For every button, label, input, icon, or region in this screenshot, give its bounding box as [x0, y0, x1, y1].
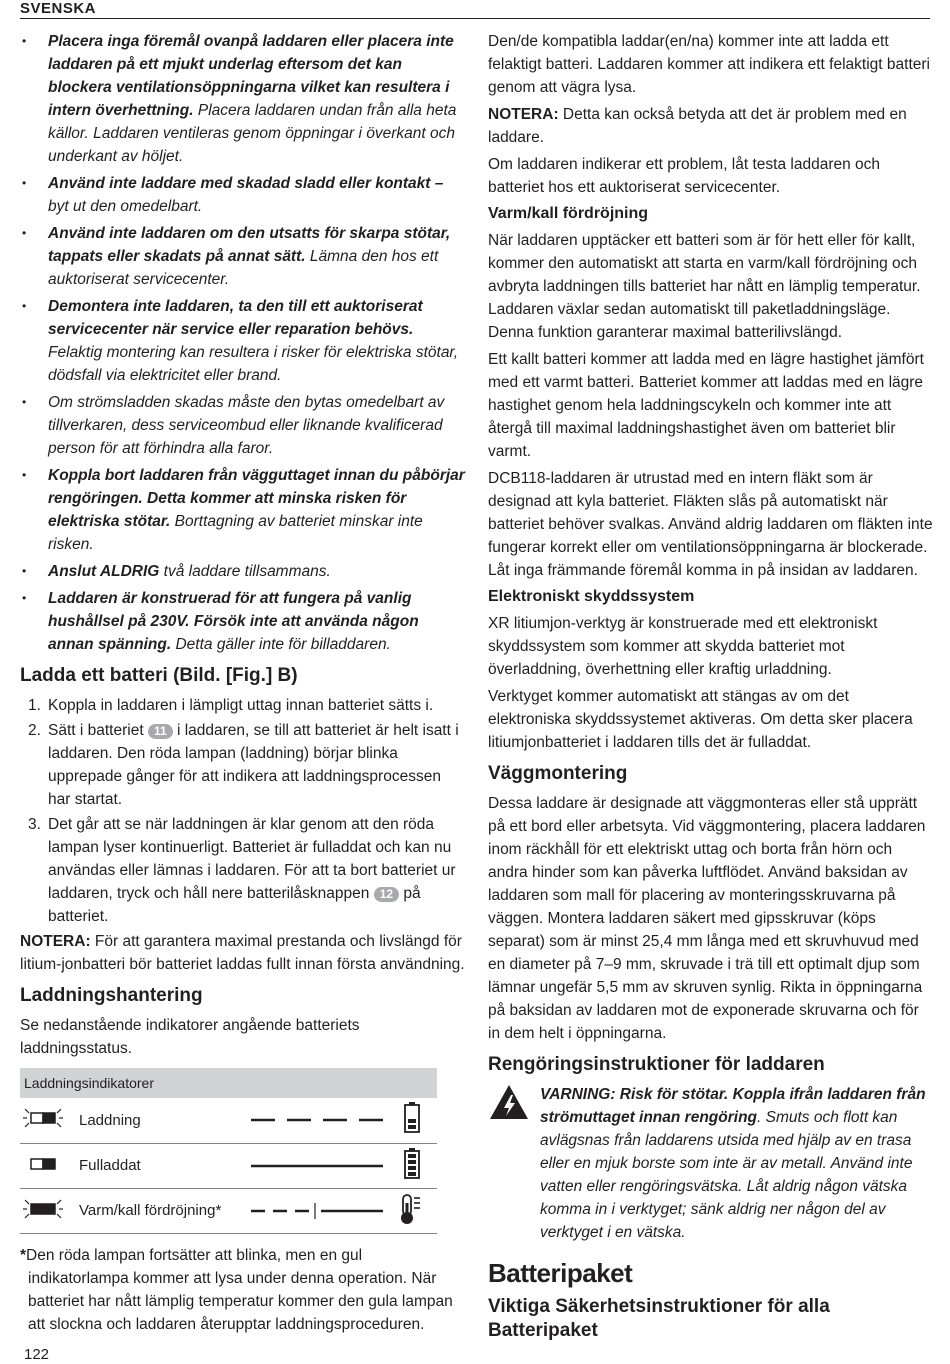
delay-heading: Varm/kall fördröjning	[488, 205, 649, 222]
left-column	[20, 30, 465, 1340]
list-item: 1. Koppla in laddaren i lämpligt uttag innan batteriet sätts i.	[28, 697, 434, 714]
table-row	[20, 1143, 437, 1188]
callout-badge: 12	[374, 887, 399, 902]
charge-steps	[20, 694, 465, 928]
paragraph: När laddaren upptäcker ett batteri som är för hett eller för kallt, kommer den automatiskt att starta en varm/kall fördröjning och avbryta laddningen tills batteriet har nått en lämplig temperatur. Laddaren växlar sedan automatiskt till paketladdningsläge. Denna funktion garanterar maximal batterilivslängd.	[488, 232, 921, 341]
battery-safety-heading: Viktiga Säkerhetsinstruktioner för alla Batteripaket	[488, 1296, 830, 1341]
callout-badge: 11	[148, 724, 173, 739]
page-number: 122	[24, 1346, 50, 1363]
paragraph: XR litiumjon-verktyg är konstruerade med ett elektroniskt skyddssystem som kommer att skydda batteriet mot överladdning, överhettning eller kraftig urladdning.	[488, 615, 878, 678]
list-item: • Använd inte laddare med skadad sladd eller kontakt – byt ut den omedelbart.	[20, 172, 465, 218]
paragraph: DCB118-laddaren är utrustad med en intern fläkt som är designad att kyla batteriet. Fläkten slås på automatiskt när batteriet behöver svalkas. Använd aldrig laddaren om fläkten inte fungerar korrekt eller om ventilationsöppningarna är blockerade. Låt inga främmande föremål komma in på insidan av laddaren.	[488, 470, 933, 579]
battery-pack-heading: Batteripaket	[488, 1258, 633, 1288]
indicator-label: Laddning	[79, 1111, 141, 1129]
led-both-blinking-icon	[20, 1188, 78, 1233]
note-paragraph: NOTERA: För att garantera maximal prestanda och livslängd för litium-jonbatteri bör batteriet laddas fullt innan första användning.	[20, 933, 465, 973]
list-item: • Använd inte laddaren om den utsatts för skarpa stötar, tappats eller skadats på annat sätt. Lämna den hos ett auktoriserat servicecenter.	[20, 222, 465, 291]
warning-text: VARNING: Risk för stötar. Koppla ifrån laddaren från strömuttaget innan rengöring. Smuts och flott kan avlägsnas från laddarens utsida med hjälp av en trasa eller en mjuk borste som inte är av metall. Använd inte vatten eller rengöringsvätska. Låt aldrig någon vätska komma in i verktyget; sänk aldrig ner någon del av verktyget i en vätska.	[540, 1086, 926, 1241]
list-item: • Koppla bort laddaren från vägguttaget innan du påbörjar rengöringen. Detta kommer att minska risken för elektriska stötar. Borttagning av batteriet minskar inte risken.	[20, 464, 465, 556]
list-item: • Placera inga föremål ovanpå laddaren eller placera inte laddaren på ett mjukt underlag eftersom det kan blockera ventilationsöppningarna vilket kan resultera i intern överhettning. Placera laddaren undan från alla heta källor. Laddaren ventileras genom öppningar i överkant och underkant av höljet.	[20, 30, 465, 168]
safety-bullet-list	[20, 30, 465, 656]
list-item: 3. Det går att se när laddningen är klar genom att den röda lampan lyser kontinuerligt. Batteriet är fulladdat och kan nu användas eller lämnas i laddaren. För att ta bort batteriet ur laddaren, tryck och håll nere batterilåsknappen 12 på batteriet.	[28, 816, 456, 925]
header-divider	[20, 18, 930, 19]
delay-pattern-icon	[238, 1188, 437, 1233]
cleaning-heading: Rengöringsinstruktioner för laddaren	[488, 1054, 825, 1075]
paragraph: Dessa laddare är designade att väggmonteras eller stå upprätt på ett bord eller arbetsyta. Vid väggmontering, placera laddaren inom räckhåll för ett elektriskt uttag och borta från hörn och andra hinder som kan påverka luftflödet. Använd baksidan av laddaren som mall för placering av monteringsskruvarna på väggen. Montera laddaren säkert med gipsskruvar (köps separat) som är minst 25,4 mm långa med ett skruvhuvud med en diameter på 7–9 mm, skruvade i trä till ett optimalt djup som lämnar ungefär 5,5 mm av skruven synlig. Rikta in öppningarna på baksidan av laddaren mot de exponerade skruvarna och för in dem helt i öppningarna.	[488, 795, 926, 1042]
paragraph: Ett kallt batteri kommer att ladda med en lägre hastighet jämfört med ett varmt batteri. Batteriet kommer att laddas med en lägre hastighet genom hela laddningscykeln och kommer inte att återgå till maximal laddningshastighet även om batteriet blir varmt.	[488, 351, 924, 460]
note-paragraph: NOTERA: Detta kan också betyda att det är problem med en laddare.	[488, 106, 907, 146]
paragraph: Verktyget kommer automatiskt att stängas av om det elektroniska skyddssystemet aktiveras. Om detta sker placera litiumjonbatteriet i laddaren tills det är fulladdat.	[488, 688, 913, 751]
right-column	[488, 30, 933, 1349]
dashed-pattern-icon	[238, 1098, 437, 1143]
charge-heading: Ladda ett batteri (Bild. [Fig.] B)	[20, 665, 298, 686]
wall-mount-heading: Väggmontering	[488, 763, 628, 784]
protection-heading: Elektroniskt skyddssystem	[488, 588, 695, 605]
table-header: Laddningsindikatorer	[20, 1068, 437, 1098]
paragraph: Om laddaren indikerar ett problem, låt testa laddaren och batteriet hos ett auktoriserat servicecenter.	[488, 156, 881, 196]
indicator-label: Fulladdat	[79, 1157, 141, 1174]
solid-line-icon	[238, 1143, 437, 1188]
charge-mgmt-intro: Se nedanstående indikatorer angående batteriets laddningsstatus.	[20, 1017, 360, 1057]
footnote: *Den röda lampan fortsätter att blinka, men en gul indikatorlampa kommer att lysa under denna operation. När batteriet har nått lämplig temperatur kommer den gula lampan att slockna och laddaren återupptar laddningsproceduren.	[20, 1246, 453, 1333]
table-row	[20, 1188, 437, 1233]
list-item: • Laddaren är konstruerad för att fungera på vanlig hushållsel på 230V. Försök inte att använda någon annan spänning. Detta gäller inte för billaddaren.	[20, 587, 465, 656]
led-solid-icon	[20, 1143, 78, 1188]
charge-mgmt-heading: Laddningshantering	[20, 985, 203, 1006]
list-item: • Demontera inte laddaren, ta den till ett auktoriserat servicecenter när service eller reparation behövs. Felaktig montering kan resultera i risker för elektriska stötar, dödsfall via elektricitet eller brand.	[20, 295, 465, 387]
list-item: • Anslut ALDRIG två laddare tillsammans.	[20, 560, 465, 583]
warning-block	[488, 1083, 933, 1244]
list-item: 2. Sätt i batteriet 11 i laddaren, se till att batteriet är helt isatt i laddaren. Den röda lampan (laddning) börjar blinka upprepade gånger för att indikera att laddningsprocessen har startat.	[28, 722, 459, 808]
table-row	[20, 1098, 437, 1143]
led-blinking-icon	[20, 1098, 78, 1143]
list-item: • Om strömsladden skadas måste den bytas omedelbart av tillverkaren, dess serviceombud eller liknande kvalificerad person för att förhindra alla faror.	[20, 391, 465, 460]
electric-shock-warning-icon	[488, 1083, 540, 1126]
language-header: SVENSKA	[20, 0, 97, 17]
indicator-label: Varm/kall fördröjning*	[79, 1202, 222, 1219]
indicator-table	[20, 1068, 437, 1234]
paragraph: Den/de kompatibla laddar(en/na) kommer inte att ladda ett felaktigt batteri. Laddaren kommer att indikera ett felaktigt batteri genom att vägra lysa.	[488, 33, 930, 96]
